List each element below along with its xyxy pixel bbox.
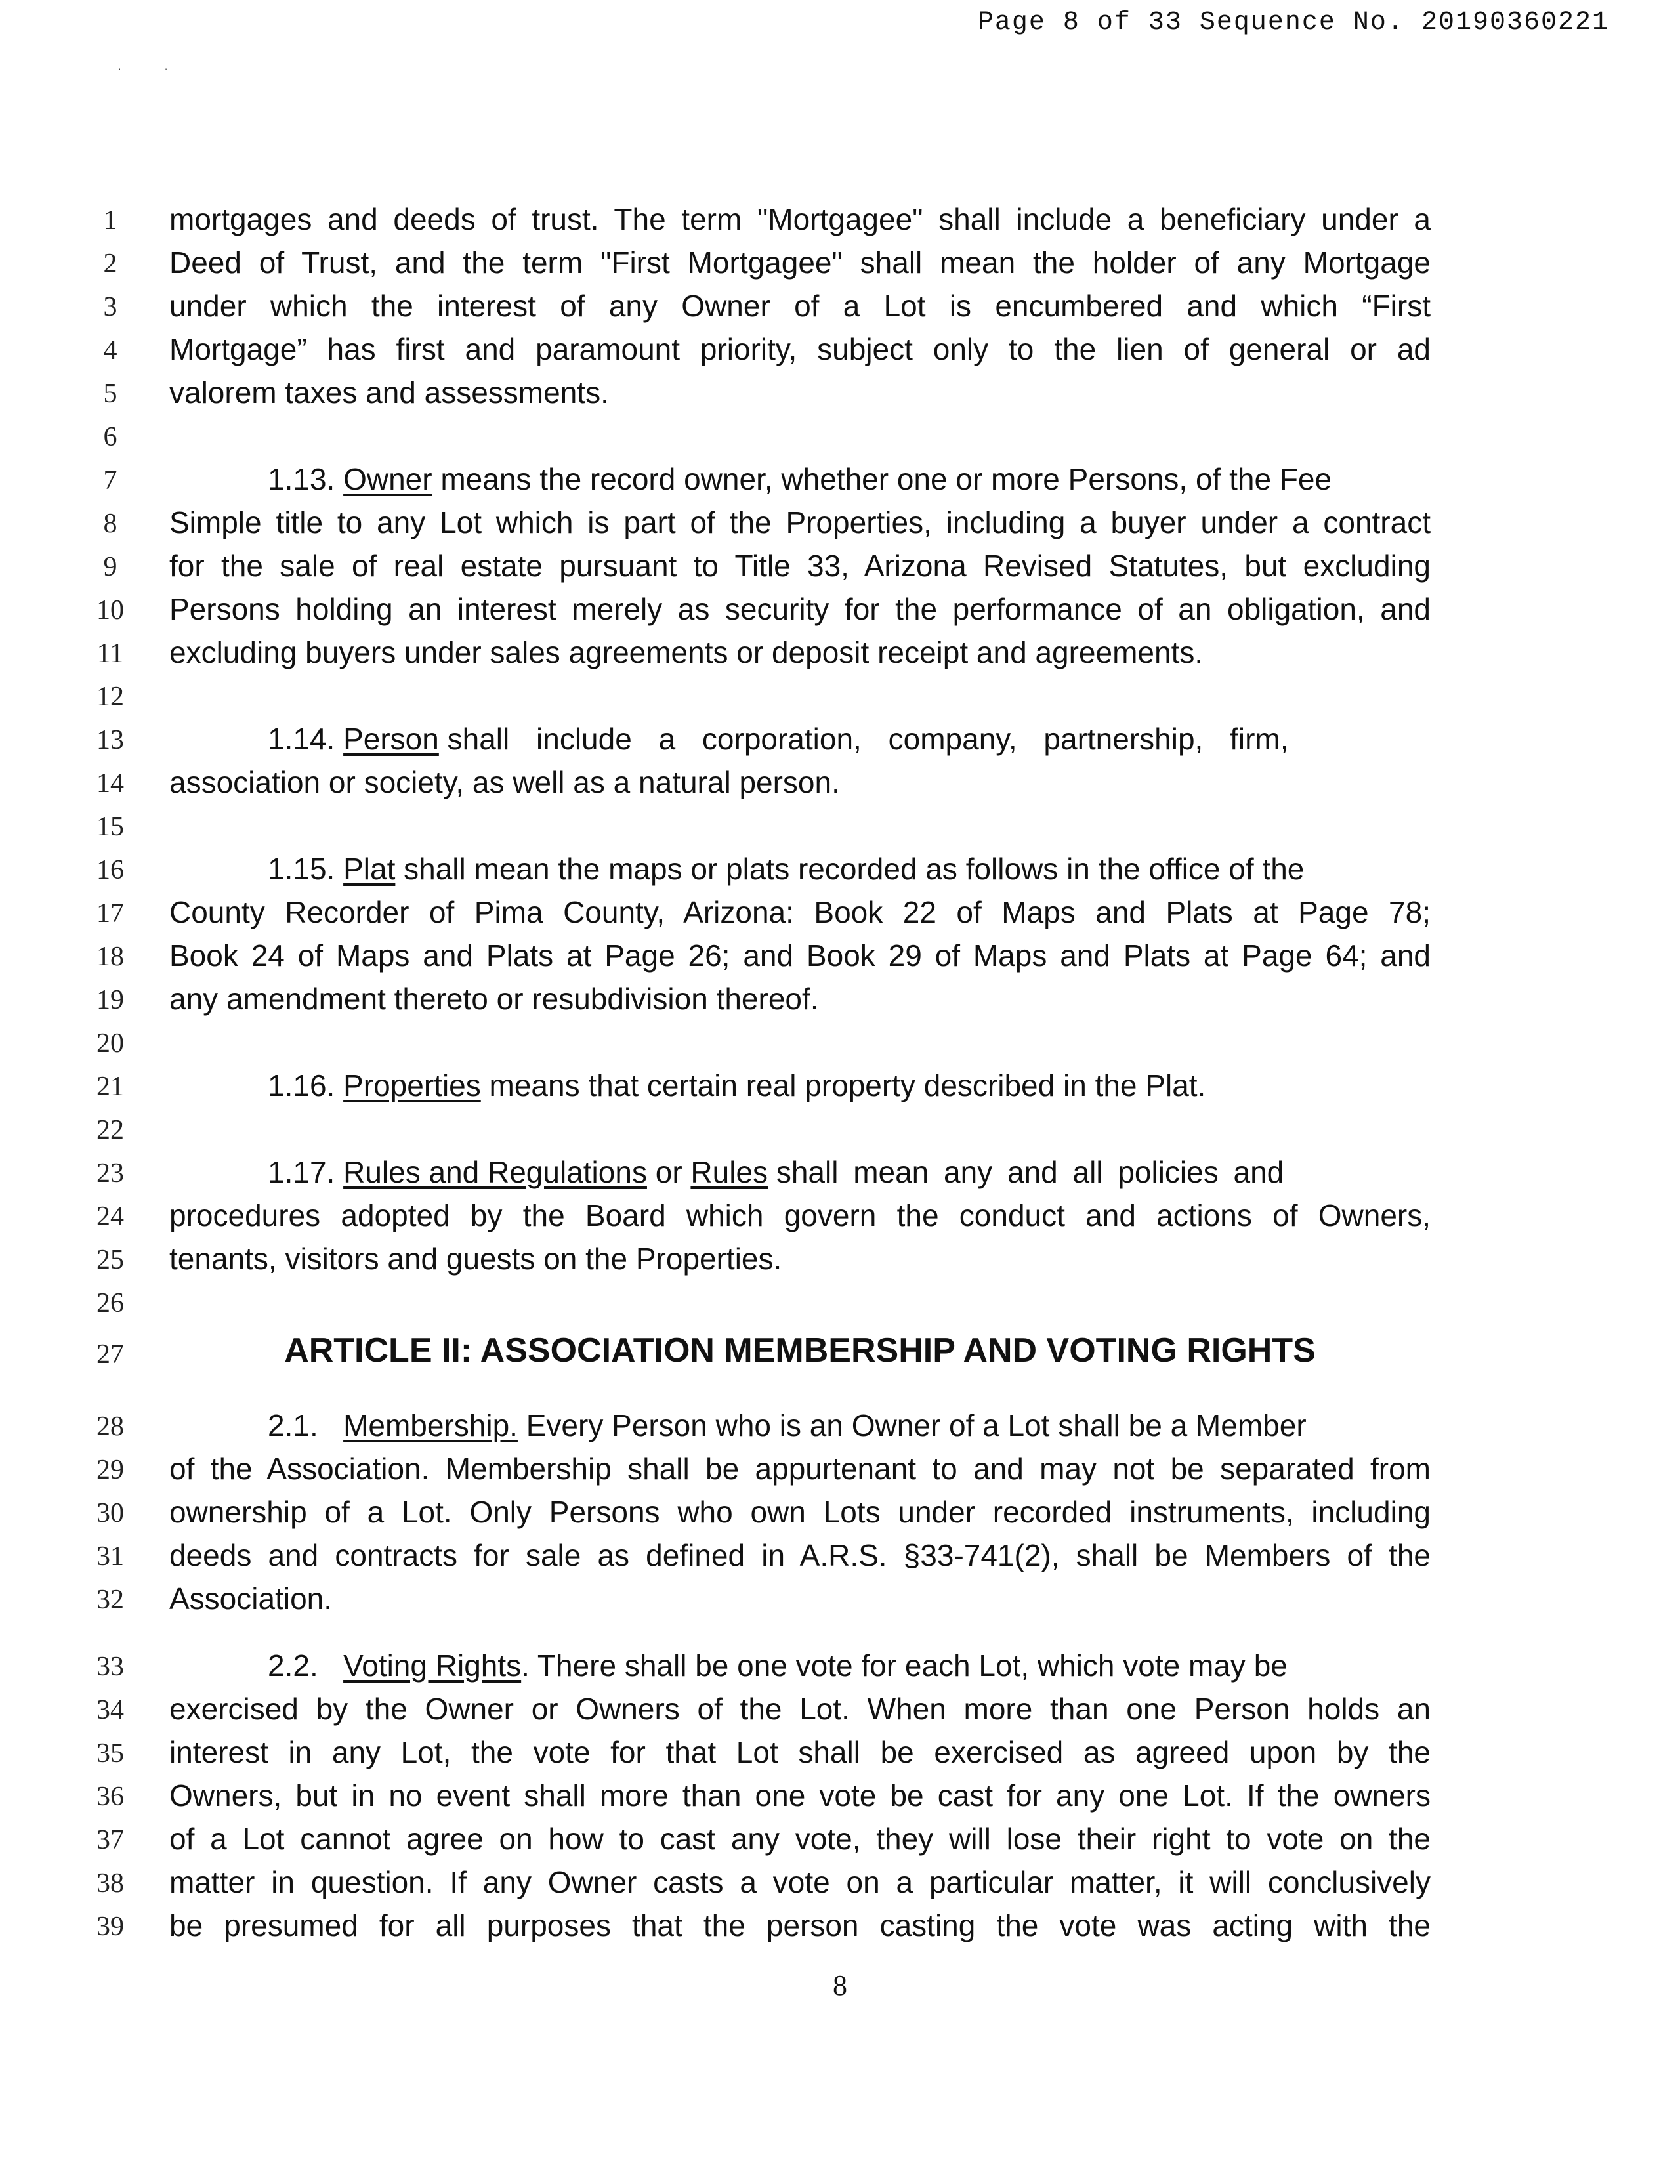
text-line: interest in any Lot, the vote for that Lot shall be exercised as agreed upon by the: [169, 1735, 1431, 1769]
text-line: Owners, but in no event shall more than one vote be cast for any one Lot. If the owners: [169, 1778, 1431, 1813]
text-line: Simple title to any Lot which is part of the Properties, including a buyer under a contract: [169, 505, 1431, 539]
text-line: excluding buyers under sales agreements or deposit receipt and agreements.: [169, 635, 1204, 669]
line-number: 33: [96, 1652, 124, 1682]
line-number: 23: [96, 1158, 124, 1188]
line-number: 3: [103, 292, 117, 322]
line-number: 10: [96, 595, 124, 625]
defined-term-membership: Membership.: [343, 1408, 518, 1442]
line-number: 22: [96, 1115, 124, 1145]
line-number: 12: [96, 682, 124, 712]
section-number: 1.13.: [268, 462, 335, 496]
section-text: . There shall be one vote for each Lot, which vote may be: [521, 1648, 1288, 1683]
defined-term-owner: Owner: [343, 462, 432, 496]
article-heading: ARTICLE II: ASSOCIATION MEMBERSHIP AND VOTING RIGHTS: [284, 1332, 1316, 1370]
line-number: 18: [96, 942, 124, 972]
line-number: 17: [96, 898, 124, 929]
text-line: under which the interest of any Owner of a Lot is encumbered and which “First: [169, 289, 1431, 323]
line-number: 38: [96, 1868, 124, 1899]
section-number: 1.15.: [268, 852, 335, 886]
text-line: tenants, visitors and guests on the Properties.: [169, 1242, 782, 1276]
text-line: Mortgage” has first and paramount priority, subject only to the lien of general or ad: [169, 332, 1431, 366]
line-number: 20: [96, 1028, 124, 1059]
line-number: 35: [96, 1738, 124, 1769]
text-line: ownership of a Lot. Only Persons who own Lots under recorded instruments, including: [169, 1495, 1431, 1529]
section-text: shall include a corporation, company, partnership, firm,: [447, 722, 1289, 756]
line-number: 14: [96, 768, 124, 799]
line-number: 5: [103, 379, 117, 409]
section-text: means that certain real property described in the Plat.: [489, 1068, 1206, 1102]
text-line: mortgages and deeds of trust. The term "Mortgagee" shall include a beneficiary under a: [169, 202, 1431, 236]
line-number: 29: [96, 1455, 124, 1485]
section-text: or: [655, 1155, 682, 1189]
text-line: Deed of Trust, and the term "First Mortgagee" shall mean the holder of any Mortgage: [169, 245, 1431, 280]
section-1-13-first-line: [169, 460, 1431, 498]
section-number: 1.14.: [268, 722, 335, 756]
defined-term-rules-and-regulations: Rules and Regulations: [343, 1155, 647, 1189]
scan-specks: · ·: [118, 63, 168, 74]
page-sequence-header: Page 8 of 33 Sequence No. 20190360221: [977, 8, 1609, 37]
section-2-2-first-line: [169, 1647, 1431, 1685]
line-number: 32: [96, 1585, 124, 1615]
section-text: Every Person who is an Owner of a Lot shall be a Member: [526, 1408, 1307, 1442]
line-number: 19: [96, 985, 124, 1015]
section-text: means the record owner, whether one or more Persons, of the Fee: [440, 462, 1332, 496]
text-line: exercised by the Owner or Owners of the Lot. When more than one Person holds an: [169, 1692, 1431, 1726]
section-text: shall mean the maps or plats recorded as follows in the office of the: [404, 852, 1305, 886]
section-number: 1.16.: [268, 1068, 335, 1102]
section-2-1-first-line: [169, 1406, 1431, 1444]
line-number: 34: [96, 1695, 124, 1725]
line-number: 25: [96, 1245, 124, 1275]
line-number: 8: [103, 509, 117, 539]
defined-term-plat: Plat: [343, 852, 396, 886]
page-number: 8: [833, 1969, 847, 2002]
line-number: 21: [96, 1072, 124, 1102]
text-line: association or society, as well as a natural person.: [169, 765, 840, 799]
section-number: 2.2.: [268, 1648, 318, 1683]
text-line: procedures adopted by the Board which govern the conduct and actions of Owners,: [169, 1198, 1431, 1232]
text-line: matter in question. If any Owner casts a vote on a particular matter, it will conclusively: [169, 1865, 1431, 1899]
text-line: Book 24 of Maps and Plats at Page 26; and Book 29 of Maps and Plats at Page 64; and: [169, 938, 1431, 973]
line-number: 4: [103, 335, 117, 366]
text-line: County Recorder of Pima County, Arizona: Book 22 of Maps and Plats at Page 78;: [169, 895, 1431, 929]
section-text: shall mean any and all policies and: [776, 1155, 1284, 1189]
section-1-15-first-line: [169, 850, 1431, 888]
section-1-14-first-line: [169, 720, 1431, 758]
line-number: 15: [96, 812, 124, 842]
line-number: 7: [103, 465, 117, 495]
text-line: Association.: [169, 1582, 333, 1616]
text-line: of the Association. Membership shall be appurtenant to and may not be separated from: [169, 1452, 1431, 1486]
line-number: 31: [96, 1542, 124, 1572]
line-number: 6: [103, 422, 117, 452]
line-number: 2: [103, 249, 117, 279]
line-number: 11: [96, 639, 124, 669]
line-number: 37: [96, 1825, 124, 1855]
text-line: for the sale of real estate pursuant to Title 33, Arizona Revised Statutes, but excluding: [169, 549, 1431, 583]
line-number: 36: [96, 1782, 124, 1812]
line-number: 26: [96, 1288, 124, 1318]
line-number: 27: [96, 1339, 124, 1370]
defined-term-properties: Properties: [343, 1068, 481, 1102]
defined-term-person: Person: [343, 722, 439, 756]
line-number: 24: [96, 1202, 124, 1232]
line-number: 39: [96, 1912, 124, 1942]
line-number: 9: [103, 552, 117, 582]
section-1-17-first-line: [169, 1153, 1431, 1191]
line-number: 28: [96, 1412, 124, 1442]
line-number: 1: [103, 205, 117, 236]
text-line: of a Lot cannot agree on how to cast any vote, they will lose their right to vote on the: [169, 1822, 1431, 1856]
section-number: 2.1.: [268, 1408, 318, 1442]
text-line: deeds and contracts for sale as defined in A.R.S. §33-741(2), shall be Members of the: [169, 1538, 1431, 1572]
line-number: 30: [96, 1498, 124, 1528]
line-number: 13: [96, 725, 124, 755]
text-line: Persons holding an interest merely as security for the performance of an obligation, and: [169, 592, 1431, 626]
text-line: any amendment thereto or resubdivision thereof.: [169, 982, 819, 1016]
defined-term-rules: Rules: [690, 1155, 768, 1189]
section-1-16-first-line: [169, 1066, 1431, 1104]
text-line: be presumed for all purposes that the person casting the vote was acting with the: [169, 1908, 1431, 1942]
line-number: 16: [96, 855, 124, 885]
defined-term-voting-rights: Voting Rights: [343, 1648, 522, 1683]
text-line: valorem taxes and assessments.: [169, 375, 609, 410]
section-number: 1.17.: [268, 1155, 335, 1189]
